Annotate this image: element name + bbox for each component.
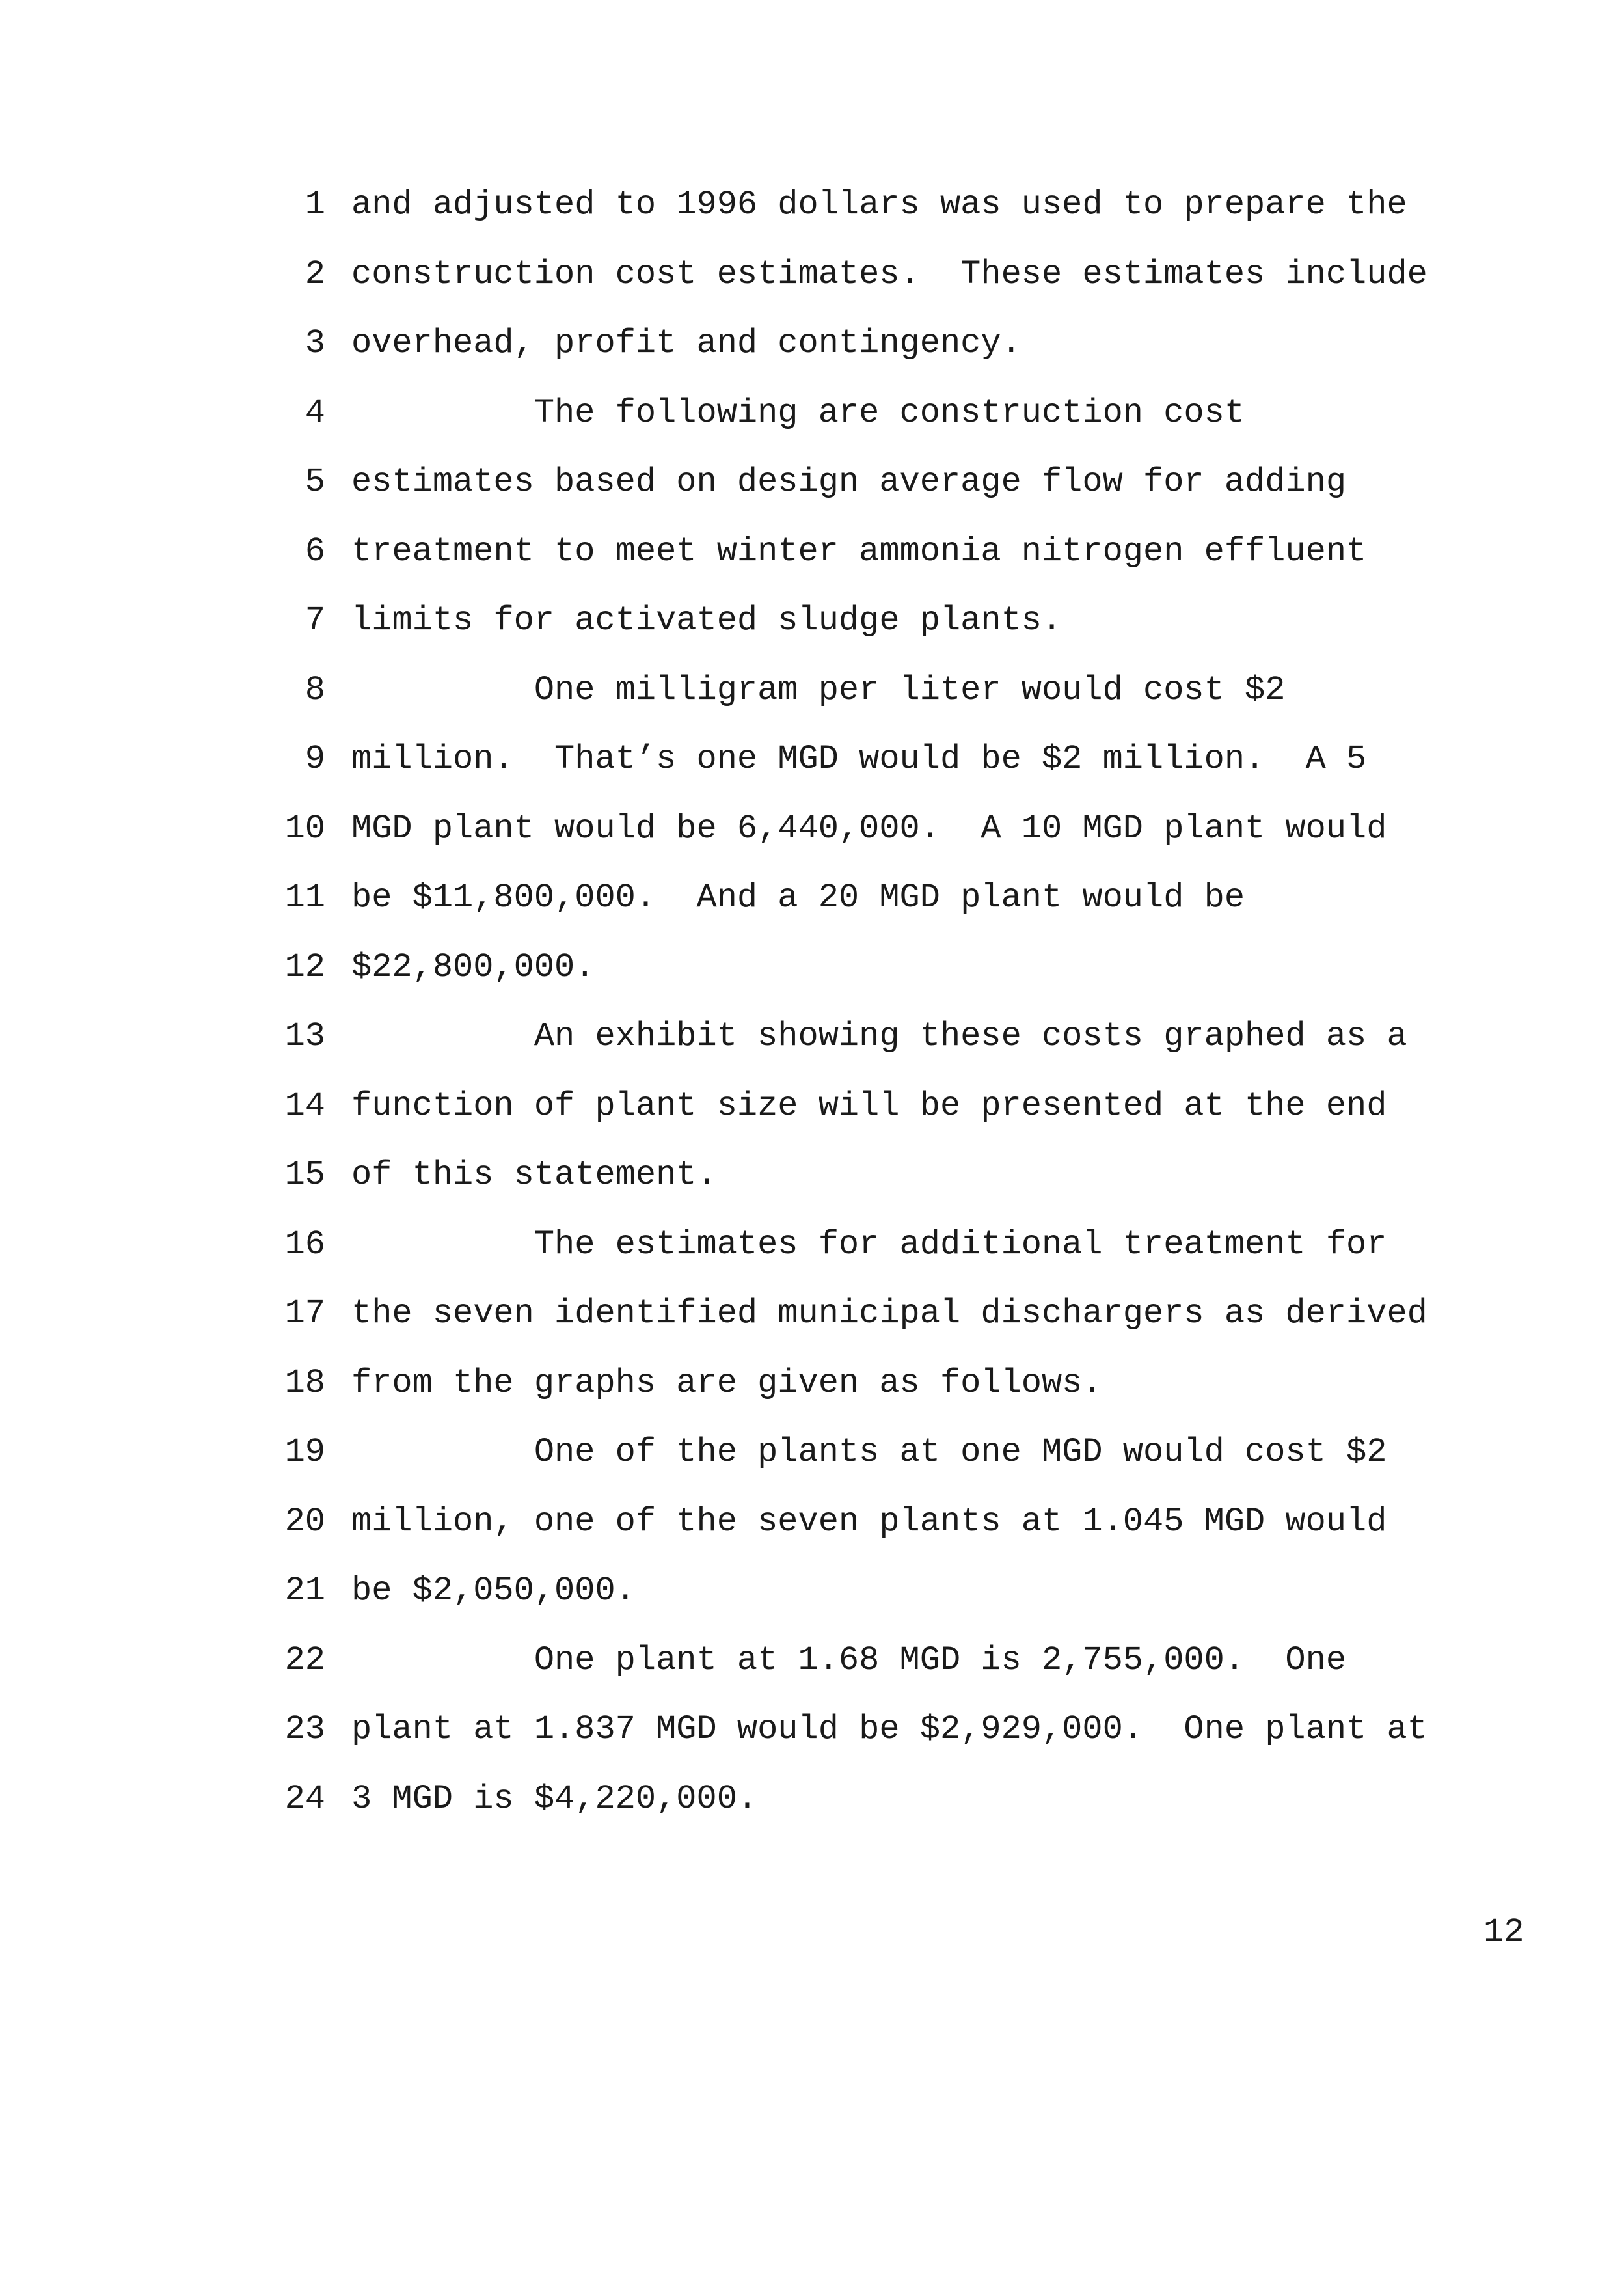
line-text: treatment to meet winter ammonia nitrogen effluent <box>351 532 1367 571</box>
line-number: 19 <box>284 1433 325 1471</box>
transcript-line <box>280 945 1581 1014</box>
line-number: 20 <box>284 1502 325 1541</box>
page-number: 12 <box>1483 1913 1524 1951</box>
transcript-line <box>280 1083 1581 1153</box>
transcript-line <box>280 321 1581 390</box>
line-text: be $2,050,000. <box>351 1571 636 1610</box>
line-text: plant at 1.837 MGD would be $2,929,000. One plant at <box>351 1710 1428 1748</box>
transcript-body <box>280 182 1581 1845</box>
transcript-line <box>280 1568 1581 1638</box>
line-text: estimates based on design average flow for adding <box>351 463 1347 501</box>
line-number: 1 <box>304 185 325 224</box>
line-number: 6 <box>304 532 325 571</box>
line-number: 12 <box>284 947 325 986</box>
line-text: One of the plants at one MGD would cost $2 <box>351 1433 1387 1471</box>
transcript-line <box>280 1291 1581 1361</box>
line-text: function of plant size will be presented at the end <box>351 1086 1387 1125</box>
line-number: 13 <box>284 1017 325 1055</box>
line-number: 7 <box>304 601 325 640</box>
line-number: 22 <box>284 1640 325 1679</box>
line-text: and adjusted to 1996 dollars was used to prepare the <box>351 185 1407 224</box>
line-number: 24 <box>284 1779 325 1818</box>
line-number: 10 <box>284 809 325 848</box>
line-text: One milligram per liter would cost $2 <box>351 670 1286 709</box>
line-text: $22,800,000. <box>351 947 595 986</box>
transcript-line <box>280 806 1581 876</box>
transcript-line <box>280 252 1581 321</box>
transcript-line <box>280 1361 1581 1430</box>
line-number: 2 <box>304 254 325 293</box>
transcript-line <box>280 529 1581 599</box>
transcript-line <box>280 182 1581 252</box>
line-number: 9 <box>304 740 325 778</box>
transcript-line <box>280 1152 1581 1222</box>
line-text: the seven identified municipal dischargers as derived <box>351 1294 1428 1333</box>
line-text: construction cost estimates. These estimates include <box>351 254 1428 293</box>
transcript-line <box>280 1014 1581 1083</box>
line-text: An exhibit showing these costs graphed as a <box>351 1017 1407 1055</box>
line-number: 3 <box>304 324 325 362</box>
line-number: 14 <box>284 1086 325 1125</box>
line-number: 18 <box>284 1363 325 1402</box>
transcript-line <box>280 390 1581 460</box>
line-text: million. That’s one MGD would be $2 million. A 5 <box>351 740 1367 778</box>
line-text: limits for activated sludge plants. <box>351 601 1062 640</box>
line-text: overhead, profit and contingency. <box>351 324 1022 362</box>
line-number: 5 <box>304 463 325 501</box>
transcript-line <box>280 1638 1581 1707</box>
transcript-line <box>280 1707 1581 1776</box>
line-text: One plant at 1.68 MGD is 2,755,000. One <box>351 1640 1347 1679</box>
line-text: of this statement. <box>351 1156 717 1194</box>
transcript-line <box>280 1499 1581 1569</box>
transcript-line <box>280 875 1581 945</box>
transcript-line <box>280 668 1581 737</box>
line-number: 4 <box>304 393 325 432</box>
transcript-line <box>280 598 1581 668</box>
line-text: from the graphs are given as follows. <box>351 1363 1103 1402</box>
line-number: 15 <box>284 1156 325 1194</box>
transcript-line <box>280 1430 1581 1499</box>
line-text: MGD plant would be 6,440,000. A 10 MGD plant would <box>351 809 1387 848</box>
transcript-line <box>280 737 1581 806</box>
line-number: 11 <box>284 878 325 917</box>
line-text: The estimates for additional treatment for <box>351 1225 1387 1264</box>
line-number: 8 <box>304 670 325 709</box>
line-number: 17 <box>284 1294 325 1333</box>
transcript-line <box>280 1222 1581 1292</box>
line-number: 21 <box>284 1571 325 1610</box>
line-number: 16 <box>284 1225 325 1264</box>
line-text: million, one of the seven plants at 1.045 MGD would <box>351 1502 1387 1541</box>
line-text: The following are construction cost <box>351 393 1245 432</box>
line-text: 3 MGD is $4,220,000. <box>351 1779 758 1818</box>
line-text: be $11,800,000. And a 20 MGD plant would be <box>351 878 1245 917</box>
transcript-line <box>280 459 1581 529</box>
transcript-line <box>280 1776 1581 1846</box>
line-number: 23 <box>284 1710 325 1748</box>
